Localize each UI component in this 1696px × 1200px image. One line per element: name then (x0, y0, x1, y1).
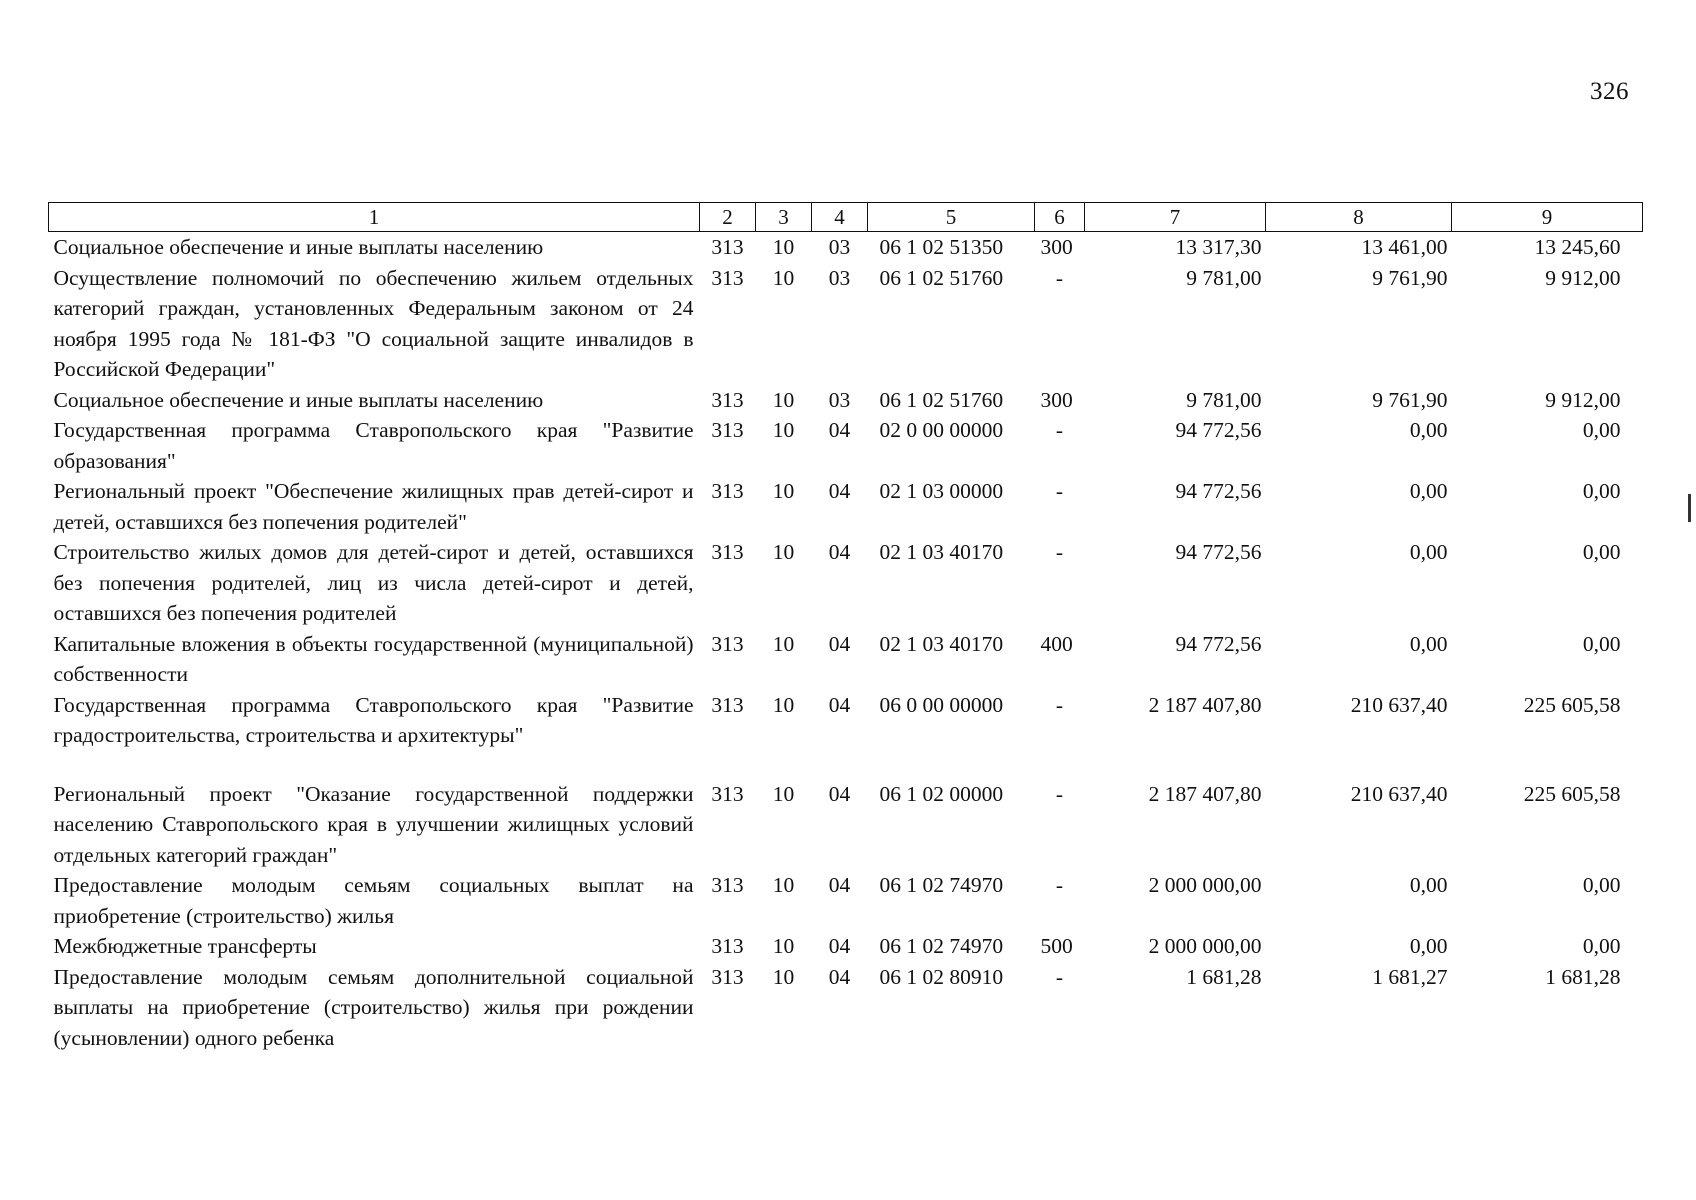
cell-c5: 06 0 00 00000 (879, 692, 1004, 717)
cell-c6: 300 (1040, 235, 1073, 259)
cell-c2: 313 (711, 692, 744, 717)
cell-c8: 0,00 (1409, 873, 1448, 897)
cell-c9: 1 681,28 (1545, 964, 1621, 989)
cell-c7: 94 772,56 (1175, 479, 1262, 503)
cell-c4: 03 (828, 387, 851, 412)
row-name: Государственная программа Ставропольского края "Развитие градостроительства, строительства и архитектуры" (53, 692, 694, 747)
header-cell: 3 (756, 203, 812, 232)
cell-c4: 04 (828, 934, 851, 958)
header-cell: 6 (1035, 203, 1085, 232)
cell-c8: 0,00 (1409, 418, 1448, 442)
header-cell: 1 (49, 203, 700, 232)
row-name: Предоставление молодым семьям социальных выплат на приобретение (строительство) жилья (53, 873, 694, 928)
table-row (49, 263, 1643, 385)
cell-c3: 10 (772, 387, 795, 412)
table-row (49, 690, 1643, 751)
cell-c5: 02 1 03 00000 (879, 479, 1004, 503)
cell-c5: 06 1 02 51350 (879, 235, 1004, 259)
cell-c9: 225 605,58 (1523, 781, 1621, 806)
cell-c9: 0,00 (1582, 418, 1621, 442)
cell-c9: 0,00 (1582, 540, 1621, 564)
cell-c2: 313 (711, 540, 744, 564)
cell-c9: 0,00 (1582, 934, 1621, 958)
cell-c2: 313 (711, 265, 744, 290)
row-name: Межбюджетные трансферты (53, 934, 317, 958)
cell-c2: 313 (711, 631, 744, 656)
row-name: Капитальные вложения в объекты государственной (муниципальной) собственности (53, 631, 694, 686)
header-cell: 7 (1085, 203, 1266, 232)
cell-c8: 210 637,40 (1350, 692, 1448, 717)
cell-c7: 2 187 407,80 (1148, 781, 1262, 806)
cell-c3: 10 (772, 235, 795, 259)
cell-c7: 13 317,30 (1175, 235, 1262, 259)
spacer-row (49, 751, 1643, 779)
cell-c5: 02 0 00 00000 (879, 418, 1004, 442)
cell-c6: - (1055, 479, 1064, 503)
cell-c5: 06 1 02 51760 (879, 265, 1004, 290)
cell-c6: 400 (1040, 631, 1073, 656)
cell-c7: 9 781,00 (1186, 387, 1262, 412)
cell-c9: 0,00 (1582, 631, 1621, 656)
cell-c8: 0,00 (1409, 540, 1448, 564)
cell-c2: 313 (711, 781, 744, 806)
cell-c4: 03 (828, 235, 851, 259)
cell-c7: 2 187 407,80 (1148, 692, 1262, 717)
cell-c8: 9 761,90 (1372, 265, 1448, 290)
cell-c3: 10 (772, 631, 795, 656)
cell-c9: 13 245,60 (1534, 235, 1621, 259)
table-row (49, 629, 1643, 690)
cell-c8: 1 681,27 (1372, 964, 1448, 989)
cell-c9: 0,00 (1582, 873, 1621, 897)
cell-c6: - (1055, 873, 1064, 897)
cell-c6: - (1055, 265, 1064, 290)
cell-c3: 10 (772, 781, 795, 806)
table-row (49, 385, 1643, 416)
header-row (49, 203, 1643, 232)
cell-c3: 10 (772, 964, 795, 989)
cell-c6: - (1055, 692, 1064, 717)
row-name: Региональный проект "Обеспечение жилищных прав детей-сирот и детей, оставшихся без попечения родителей" (53, 479, 694, 534)
cell-c6: - (1055, 781, 1064, 806)
cell-c4: 04 (828, 781, 851, 806)
cell-c5: 02 1 03 40170 (879, 631, 1004, 656)
cell-c4: 04 (828, 479, 851, 503)
row-name: Строительство жилых домов для детей-сирот и детей, оставшихся без попечения родителей, лиц из числа детей-сирот и детей, оставшихся без попечения родителей (53, 540, 694, 625)
page-number: 326 (1590, 78, 1629, 105)
budget-table-container (48, 202, 1642, 1053)
cell-c2: 313 (711, 235, 744, 259)
cell-c9: 9 912,00 (1545, 387, 1621, 412)
row-name: Предоставление молодым семьям дополнительной социальной выплаты на приобретение (строительство) жилья при рождении (усыновлении) одного ребенка (53, 964, 694, 1050)
cell-c7: 94 772,56 (1175, 631, 1262, 656)
cell-c8: 0,00 (1409, 479, 1448, 503)
cell-c4: 04 (828, 873, 851, 897)
cell-c2: 313 (711, 387, 744, 412)
cell-c4: 04 (828, 631, 851, 656)
row-name: Социальное обеспечение и иные выплаты населению (53, 235, 544, 259)
cell-c6: - (1055, 540, 1064, 564)
scan-edge-mark (1688, 494, 1691, 522)
cell-c4: 04 (828, 540, 851, 564)
row-name: Государственная программа Ставропольского края "Развитие образования" (53, 418, 694, 473)
cell-c3: 10 (772, 934, 795, 958)
header-cell: 9 (1452, 203, 1643, 232)
cell-c7: 2 000 000,00 (1148, 873, 1262, 897)
cell-c4: 04 (828, 692, 851, 717)
cell-c5: 06 1 02 74970 (879, 873, 1004, 897)
header-cell: 8 (1266, 203, 1452, 232)
table-row (49, 476, 1643, 537)
cell-c8: 9 761,90 (1372, 387, 1448, 412)
cell-c2: 313 (711, 479, 744, 503)
cell-c4: 03 (828, 265, 851, 290)
budget-table (48, 202, 1643, 1053)
cell-c5: 02 1 03 40170 (879, 540, 1004, 564)
cell-c6: - (1055, 418, 1064, 442)
cell-c3: 10 (772, 265, 795, 290)
cell-c2: 313 (711, 934, 744, 958)
cell-c7: 2 000 000,00 (1148, 934, 1262, 958)
cell-c3: 10 (772, 692, 795, 717)
table-row (49, 537, 1643, 629)
cell-c7: 94 772,56 (1175, 540, 1262, 564)
cell-c8: 0,00 (1409, 934, 1448, 958)
cell-c7: 94 772,56 (1175, 418, 1262, 442)
row-name: Региональный проект "Оказание государственной поддержки населению Ставропольского края в улучшении жилищных условий отдельных категорий граждан" (53, 781, 694, 867)
cell-c3: 10 (772, 873, 795, 897)
cell-c6: - (1055, 964, 1064, 989)
cell-c3: 10 (772, 418, 795, 442)
table-row (49, 931, 1643, 962)
table-row (49, 415, 1643, 476)
cell-c8: 0,00 (1409, 631, 1448, 656)
cell-c4: 04 (828, 418, 851, 442)
cell-c7: 1 681,28 (1186, 964, 1262, 989)
cell-c8: 210 637,40 (1350, 781, 1448, 806)
header-cell: 5 (868, 203, 1035, 232)
cell-c9: 9 912,00 (1545, 265, 1621, 290)
table-row (49, 870, 1643, 931)
cell-c5: 06 1 02 80910 (879, 964, 1004, 989)
cell-c8: 13 461,00 (1361, 235, 1448, 259)
row-name: Осуществление полномочий по обеспечению жильем отдельных категорий граждан, установленных Федеральным законом от 24 ноября 1995 года № 181-ФЗ "О социальной защите инвалидов в Российской Федерации" (53, 265, 694, 381)
row-name: Социальное обеспечение и иные выплаты населению (53, 387, 544, 412)
table-row (49, 962, 1643, 1054)
cell-c9: 0,00 (1582, 479, 1621, 503)
cell-c4: 04 (828, 964, 851, 989)
cell-c5: 06 1 02 51760 (879, 387, 1004, 412)
table-row (49, 232, 1643, 263)
table-row (49, 779, 1643, 871)
cell-c9: 225 605,58 (1523, 692, 1621, 717)
cell-c3: 10 (772, 479, 795, 503)
cell-c2: 313 (711, 964, 744, 989)
cell-c7: 9 781,00 (1186, 265, 1262, 290)
cell-c2: 313 (711, 873, 744, 897)
cell-c5: 06 1 02 74970 (879, 934, 1004, 958)
cell-c5: 06 1 02 00000 (879, 781, 1004, 806)
header-cell: 4 (812, 203, 868, 232)
cell-c6: 500 (1040, 934, 1073, 958)
spacer-cell (49, 751, 1643, 779)
header-cell: 2 (700, 203, 756, 232)
cell-c3: 10 (772, 540, 795, 564)
cell-c2: 313 (711, 418, 744, 442)
cell-c6: 300 (1040, 387, 1073, 412)
